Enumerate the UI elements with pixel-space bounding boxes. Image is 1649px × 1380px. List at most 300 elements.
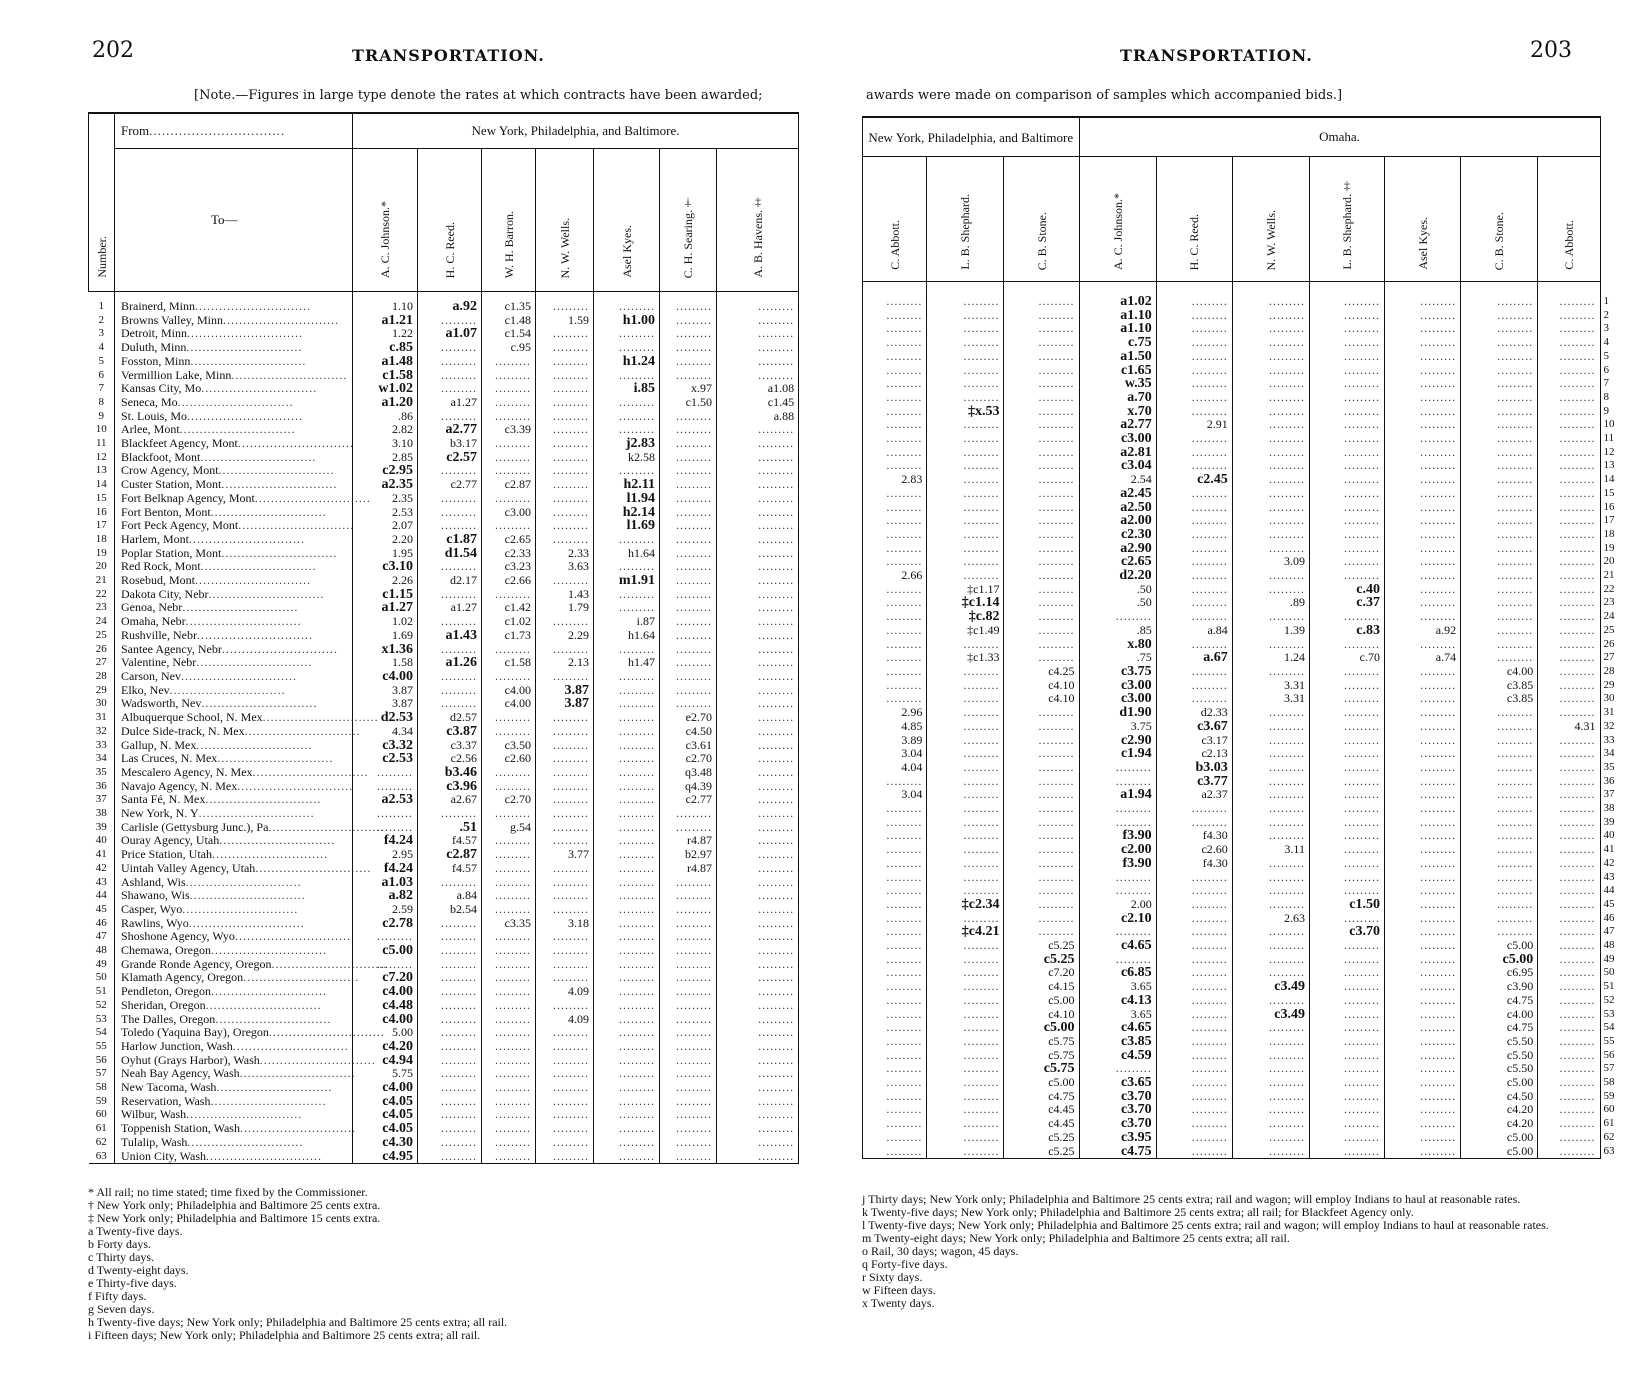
rate-cell (1079, 1008, 1156, 1022)
empty-leader: ......... (886, 609, 923, 624)
table-row: ......... ......... c5.00 c4.65 ......... ......... ......... ......... c4.75 ......... 54 (863, 1021, 1601, 1035)
rate-cell (927, 775, 1004, 789)
rate-value: c3.00 (1120, 431, 1152, 447)
rate-cell (1156, 350, 1232, 364)
rate-cell (353, 656, 418, 670)
empty-leader: ......... (1559, 472, 1596, 487)
empty-leader: ......... (553, 1121, 589, 1136)
rate-cell (1461, 583, 1538, 597)
rate-cell (1079, 528, 1156, 542)
empty-leader: ......... (758, 367, 795, 382)
empty-leader: ......... (619, 792, 655, 807)
rate-cell (1232, 679, 1309, 693)
empty-leader: ......... (886, 1006, 923, 1021)
rate-cell (1156, 994, 1232, 1008)
rate-cell (594, 410, 660, 424)
rate-cell (1156, 871, 1232, 885)
rate-value: c2.10 (1120, 910, 1152, 926)
empty-leader: ......... (1038, 732, 1075, 747)
empty-leader: ......... (963, 787, 1000, 802)
empty-leader: ......... (553, 573, 589, 588)
empty-leader: ......... (1191, 1006, 1228, 1021)
rate-cell (927, 610, 1004, 624)
rate-cell (660, 492, 717, 506)
rate-cell (1384, 1090, 1460, 1104)
empty-leader: ......... (619, 463, 655, 478)
rate-cell (1156, 610, 1232, 624)
empty-leader: ......... (676, 312, 712, 327)
rate-cell (482, 670, 536, 684)
rate-cell (1461, 1090, 1538, 1104)
empty-leader: ......... (1038, 636, 1075, 651)
empty-leader: ......... (1343, 389, 1380, 404)
empty-leader: ......... (886, 526, 923, 541)
rate-cell (1309, 651, 1384, 665)
rate-cell (1461, 350, 1538, 364)
empty-leader: ......... (963, 1047, 1000, 1062)
empty-leader: ......... (1268, 403, 1305, 418)
rate-cell (536, 876, 594, 890)
empty-leader: ......... (495, 353, 531, 368)
rate-cell (863, 1049, 927, 1063)
rate-cell (660, 574, 717, 588)
destination-leader: ............................. (195, 573, 312, 588)
rate-value: c2.30 (1120, 526, 1152, 542)
empty-leader: ......... (963, 1075, 1000, 1090)
empty-leader: ......... (1420, 759, 1457, 774)
empty-leader: ......... (1420, 1102, 1457, 1117)
rate-cell (660, 396, 717, 410)
destination-name: Rushville, Nebr (121, 627, 197, 642)
rate-cell (1156, 1090, 1232, 1104)
table-row: ......... ......... ......... w.35 ......... ......... ......... ......... ......... ......... 7 (863, 377, 1601, 391)
rate-cell (1538, 1145, 1600, 1159)
column-header-label: C. B. Stone. (1492, 211, 1507, 270)
rate-cell (594, 684, 660, 698)
rate-cell (482, 711, 536, 725)
rate-cell (1004, 405, 1079, 419)
rate-value: 1.58 (392, 655, 413, 670)
empty-leader: ......... (1497, 307, 1534, 322)
rate-value: c4.50 (1506, 1088, 1534, 1103)
rate-value: a2.35 (381, 477, 413, 493)
empty-leader: ......... (1497, 773, 1534, 788)
rate-cell (1309, 391, 1384, 405)
empty-leader: ......... (676, 1107, 712, 1122)
rate-cell (863, 405, 927, 419)
rate-value: c3.87 (446, 723, 477, 739)
empty-leader: ......... (1559, 1061, 1596, 1076)
table-row (89, 1150, 799, 1164)
rate-cell (1004, 309, 1079, 323)
empty-leader: ......... (1497, 485, 1534, 500)
empty-leader: ......... (1559, 814, 1596, 829)
rate-value: c3.50 (504, 737, 531, 752)
rate-cell (717, 519, 799, 533)
rate-cell (353, 1067, 418, 1081)
empty-leader: ......... (1497, 540, 1534, 555)
table-row: ......... ......... ......... ......... ......... ......... ......... ......... ......... ......... 43 (863, 871, 1601, 885)
rate-cell (536, 300, 594, 314)
rate-value: c4.20 (1506, 1102, 1534, 1117)
empty-leader: ......... (619, 641, 655, 656)
rate-cell (536, 1081, 594, 1095)
rate-value: 3.04 (901, 787, 923, 802)
destination-name: Chemawa, Oregon (121, 943, 211, 958)
rate-cell (1538, 473, 1600, 487)
rate-value: c1.87 (446, 531, 477, 547)
empty-leader: ......... (441, 997, 477, 1012)
empty-leader: ......... (1115, 759, 1152, 774)
empty-leader: ......... (1191, 581, 1228, 596)
destination-leader: ............................. (186, 1107, 303, 1122)
rate-cell (1309, 734, 1384, 748)
empty-leader: ......... (1191, 554, 1228, 569)
rate-cell (863, 610, 927, 624)
destination-name: Duluth, Minn (121, 340, 187, 355)
rate-cell (1538, 651, 1600, 665)
footnote: b Forty days. (88, 1237, 151, 1251)
empty-leader: ......... (1420, 855, 1457, 870)
rate-value: a.92 (452, 299, 477, 314)
rate-cell (418, 793, 482, 807)
rate-cell (418, 1108, 482, 1122)
rate-value: c3.23 (504, 559, 531, 574)
rate-cell (594, 1108, 660, 1122)
rate-value: 3.04 (901, 746, 923, 761)
rate-cell (418, 999, 482, 1013)
row-number: 28 (95, 669, 107, 682)
rate-cell (594, 930, 660, 944)
empty-leader: ......... (441, 696, 477, 711)
table-row (89, 396, 799, 410)
rate-cell (1309, 610, 1384, 624)
rate-cell (717, 903, 799, 917)
row-number: 32 (95, 724, 107, 737)
empty-leader: ......... (886, 485, 923, 500)
empty-leader: ......... (886, 321, 923, 336)
rate-cell (1156, 679, 1232, 693)
empty-leader: ......... (676, 1080, 712, 1095)
empty-leader: ......... (1343, 1047, 1380, 1062)
empty-leader: ......... (1038, 883, 1075, 898)
destination-name: Wilbur, Wash (121, 1107, 187, 1122)
empty-leader: ......... (676, 901, 712, 916)
rate-cell (353, 917, 418, 931)
rate-cell (863, 1145, 927, 1159)
rate-cell (863, 638, 927, 652)
rate-value: a.92 (1435, 622, 1457, 637)
empty-leader: ......... (1420, 540, 1457, 555)
rate-cell (1384, 514, 1460, 528)
destination-name: Toppenish Station, Wash (121, 1121, 240, 1136)
rate-cell (1079, 966, 1156, 980)
empty-leader: ......... (1420, 1061, 1457, 1076)
destination-cell (115, 670, 353, 684)
empty-leader: ......... (886, 417, 923, 432)
rate-cell (863, 1076, 927, 1090)
destination-cell (115, 437, 353, 451)
empty-leader: ......... (1038, 485, 1075, 500)
table-row (89, 1081, 799, 1095)
rate-cell (1156, 884, 1232, 898)
destination-leader: ............................. (206, 1148, 323, 1163)
row-number: 62 (95, 1135, 107, 1148)
rate-cell (1384, 1117, 1460, 1131)
destination-leader: ............................. (169, 682, 286, 697)
rate-value: c4.25 (1048, 663, 1075, 678)
rate-value: c5.00 (1506, 1075, 1534, 1090)
rate-value: a1.50 (1120, 348, 1152, 364)
rate-value: c1.35 (504, 299, 531, 313)
empty-leader: ......... (441, 1038, 477, 1053)
empty-leader: ......... (1559, 376, 1596, 391)
rate-value: b3.17 (450, 436, 477, 451)
rate-cell (594, 766, 660, 780)
destination-name: Casper, Wyo (121, 901, 183, 916)
empty-leader: ......... (1191, 992, 1228, 1007)
column-header-0 (353, 149, 418, 292)
rate-value: c3.32 (382, 737, 413, 753)
destination-name: Oyhut (Grays Harbor), Wash (121, 1052, 260, 1067)
rate-cell (927, 487, 1004, 501)
rate-cell (1309, 1008, 1384, 1022)
empty-leader: ......... (553, 394, 589, 409)
rate-value: c3.61 (685, 737, 712, 752)
table-row: ......... ......... c4.10 c3.00 ......... 3.31 ......... ......... c3.85 ......... 30 (863, 692, 1601, 706)
rate-cell (927, 322, 1004, 336)
table-row: ......... ......... c5.25 ......... ......... ......... ......... ......... c5.00 ......... 49 (863, 953, 1601, 967)
empty-leader: ......... (963, 444, 1000, 459)
group-label: New York, Philadelphia, and Baltimore. (471, 123, 680, 138)
rate-value: c7.20 (1048, 965, 1075, 980)
rate-cell (482, 1150, 536, 1164)
rate-cell (1079, 1090, 1156, 1104)
empty-leader: ......... (1420, 718, 1457, 733)
column-header-label: H. C. Reed. (442, 221, 457, 278)
destination-cell (115, 970, 360, 985)
destination-cell (115, 601, 353, 615)
empty-leader: ......... (1038, 801, 1075, 816)
rate-cell (418, 821, 482, 835)
row-number: 42 (95, 861, 107, 874)
rate-value: c3.17 (1201, 732, 1228, 747)
empty-leader: ......... (1420, 389, 1457, 404)
rate-cell (536, 1013, 594, 1027)
rate-cell (927, 1131, 1004, 1145)
footnote: x Twenty days. (862, 1296, 935, 1310)
empty-leader: ......... (1497, 472, 1534, 487)
empty-leader: ......... (1191, 595, 1228, 610)
rate-value: c.83 (1356, 622, 1380, 638)
rate-cell (863, 843, 927, 857)
destination-leader: ............................. (238, 518, 355, 533)
empty-leader: ......... (1343, 979, 1380, 994)
empty-leader: ......... (1343, 965, 1380, 980)
empty-leader: ......... (1343, 1033, 1380, 1048)
destination-cell (115, 410, 353, 424)
table-row (89, 807, 799, 821)
empty-leader: ......... (758, 888, 795, 903)
table-row (89, 903, 799, 917)
table-row: ......... ......... c7.20 c6.85 ......... ......... ......... ......... c6.95 ......... 50 (863, 966, 1601, 980)
rate-value: c4.65 (1120, 938, 1152, 954)
rate-cell (660, 560, 717, 574)
destination-name: Ouray Agency, Utah (121, 833, 220, 848)
empty-leader: ......... (1559, 636, 1596, 651)
empty-leader: ......... (1191, 568, 1228, 583)
rate-cell (660, 547, 717, 561)
rate-cell (1309, 857, 1384, 871)
rate-value: c3.35 (504, 915, 531, 930)
rate-cell (863, 1035, 927, 1049)
empty-leader: ......... (1559, 869, 1596, 884)
empty-leader: ......... (1420, 814, 1457, 829)
empty-leader: ......... (553, 668, 589, 683)
rate-cell (1538, 542, 1600, 556)
rate-cell (536, 739, 594, 753)
rate-value: 3.11 (1284, 842, 1305, 857)
empty-leader: ......... (963, 389, 1000, 404)
empty-leader: ......... (676, 943, 712, 958)
empty-leader: ......... (963, 938, 1000, 953)
destination-leader: ............................. (239, 1121, 356, 1136)
rate-value: f4.57 (452, 833, 477, 848)
destination-name: Ashland, Wis (121, 874, 186, 889)
rate-cell (1461, 884, 1538, 898)
empty-leader: ......... (1038, 294, 1075, 308)
table-row: ......... ‡c2.34 ......... 2.00 ......... ......... c1.50 ......... ......... ......... 45 (863, 898, 1601, 912)
rate-cell (717, 355, 799, 369)
rate-value: .50 (1136, 595, 1152, 610)
rate-value: c4.50 (685, 723, 712, 738)
rate-cell (1461, 473, 1538, 487)
empty-leader: ......... (1343, 554, 1380, 569)
rate-cell (660, 300, 717, 314)
rate-value: a.82 (388, 888, 413, 904)
empty-leader: ......... (441, 1134, 477, 1149)
rate-cell (927, 583, 1004, 597)
rate-value: c4.95 (382, 1148, 413, 1164)
empty-leader: ......... (441, 956, 477, 971)
rate-value: 3.65 (1130, 979, 1152, 994)
rate-value: i.87 (636, 614, 655, 629)
rate-value: d2.57 (450, 710, 477, 725)
rate-cell (536, 601, 594, 615)
rate-cell (1156, 1049, 1232, 1063)
rate-cell (482, 492, 536, 506)
destination-cell (115, 723, 361, 739)
empty-leader: ......... (758, 929, 795, 944)
rate-cell (353, 944, 418, 958)
empty-leader: ......... (495, 1080, 531, 1095)
empty-leader: ......... (1559, 1075, 1596, 1090)
rate-cell (927, 761, 1004, 775)
destination-cell (115, 382, 353, 396)
empty-leader: ......... (495, 723, 531, 738)
empty-leader: ......... (1497, 896, 1534, 911)
rate-cell (1461, 829, 1538, 843)
table-row (89, 793, 799, 807)
rate-cell (418, 1150, 482, 1164)
empty-leader: ......... (963, 636, 1000, 651)
empty-leader: ......... (619, 682, 655, 697)
rate-cell (1156, 459, 1232, 473)
empty-leader: ......... (1038, 444, 1075, 459)
rate-cell (717, 300, 799, 314)
rate-cell (1079, 1131, 1156, 1145)
rate-cell (1004, 473, 1079, 487)
rate-value: 1.24 (1283, 650, 1305, 665)
destination-leader: ............................. (201, 696, 318, 711)
rate-value: c2.60 (504, 751, 531, 766)
table-row (89, 464, 799, 478)
empty-leader: ......... (1420, 499, 1457, 514)
empty-leader: ......... (676, 874, 712, 889)
destination-leader: ............................. (255, 860, 372, 875)
rate-cell (927, 966, 1004, 980)
rate-cell (353, 971, 418, 985)
rate-cell (1079, 1103, 1156, 1117)
empty-leader: ......... (886, 307, 923, 322)
empty-leader: ......... (886, 389, 923, 404)
table-row: 3.04 ......... ......... a1.94 a2.37 ......... ......... ......... ......... ......... 37 (863, 788, 1601, 802)
destination-cell (115, 396, 353, 410)
rate-cell (536, 396, 594, 410)
empty-leader: ......... (886, 636, 923, 651)
empty-leader: ......... (886, 1143, 923, 1158)
rate-cell (1004, 487, 1079, 501)
rate-value: h1.47 (628, 655, 655, 670)
empty-leader: ......... (1343, 376, 1380, 391)
empty-leader: ......... (495, 367, 531, 382)
rate-cell (418, 725, 482, 739)
rate-cell (482, 643, 536, 657)
table-row (89, 944, 799, 958)
row-number: 41 (95, 848, 107, 861)
empty-leader: ......... (619, 422, 655, 437)
rate-cell (717, 574, 799, 588)
rate-cell (594, 876, 660, 890)
rate-cell (927, 898, 1004, 912)
rate-value: c5.00 (1506, 1129, 1534, 1144)
empty-leader: ......... (1191, 896, 1228, 911)
rate-cell (717, 780, 799, 794)
rate-cell (536, 492, 594, 506)
empty-leader: ......... (553, 1093, 589, 1108)
rate-cell (1232, 829, 1309, 843)
row-number: 55 (95, 1039, 107, 1052)
rate-cell (1232, 555, 1309, 569)
rate-cell (1004, 432, 1079, 446)
row-number: 19 (95, 546, 107, 559)
rate-cell (1461, 802, 1538, 816)
empty-leader: ......... (1191, 869, 1228, 884)
rate-cell (482, 588, 536, 602)
empty-leader: ......... (1038, 348, 1075, 363)
rate-cell (353, 437, 418, 451)
destination-name: Rosebud, Mont (121, 573, 196, 588)
empty-leader: ......... (1420, 896, 1457, 911)
empty-leader: ......... (1191, 1088, 1228, 1103)
empty-leader: ......... (1191, 1116, 1228, 1131)
rate-cell (418, 533, 482, 547)
empty-leader: ......... (1038, 910, 1075, 925)
rate-cell (1538, 1090, 1600, 1104)
rate-cell (1232, 665, 1309, 679)
rate-cell (1079, 980, 1156, 994)
empty-leader: ......... (1559, 362, 1596, 377)
